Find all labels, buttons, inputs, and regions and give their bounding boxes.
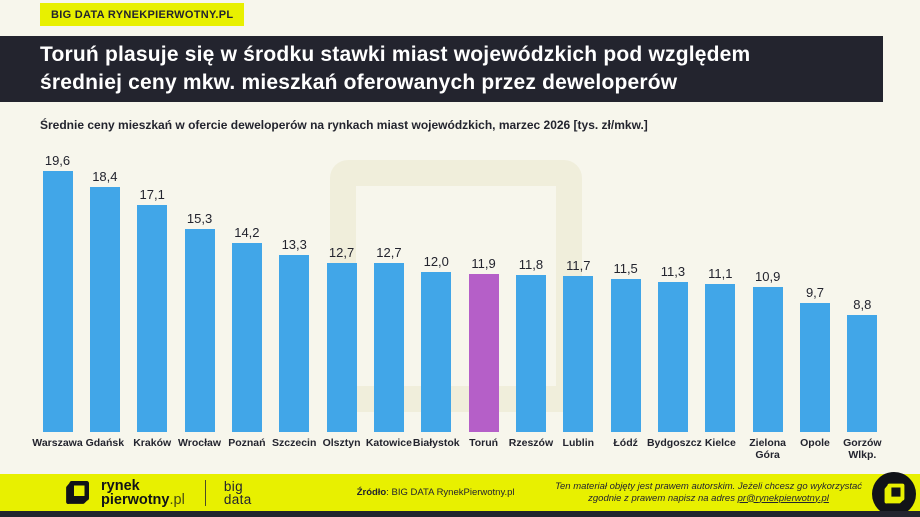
bar-category-label: Lublin	[562, 437, 595, 449]
bar	[279, 255, 309, 432]
bar-group	[81, 140, 128, 468]
contact-email-link[interactable]: pr@rynekpierwotny.pl	[737, 492, 829, 504]
footer-bottom-strip	[0, 511, 920, 517]
bar-group	[365, 140, 412, 468]
bar-value-label: 12,0	[423, 254, 449, 269]
bar-group	[697, 140, 744, 468]
footer-bar	[0, 474, 920, 511]
bar-value-label: 13,3	[281, 237, 307, 252]
bar-category-label: Olsztyn	[322, 437, 361, 449]
bar-group	[555, 140, 602, 468]
logo-pierwotny: pierwotny	[101, 491, 170, 508]
bar-group	[460, 140, 507, 468]
bars	[34, 140, 886, 468]
bar-category-label: Szczecin	[272, 437, 317, 449]
bar-value-label: 15,3	[186, 211, 213, 226]
bar	[800, 303, 830, 432]
title-bar	[0, 36, 883, 102]
bar-value-label: 17,1	[139, 187, 165, 202]
copyright-line1: Ten materiał objęty jest prawem autorskim. Jeżeli chcesz go wykorzystać	[555, 480, 862, 492]
bar-group	[839, 140, 886, 468]
copyright-note	[555, 481, 862, 505]
bar-value-label: 11,7	[566, 258, 591, 273]
brand-badge: BIG DATA RYNEKPIERWOTNY.PL	[40, 3, 244, 26]
rynekpierwotny-logo-text	[101, 479, 185, 507]
logo-rynek: rynek	[101, 477, 140, 494]
bar-category-label: Opole	[800, 437, 830, 449]
bar	[658, 282, 688, 432]
bar-group	[646, 140, 702, 468]
rynekpierwotny-logo-icon-small	[881, 481, 907, 507]
bar-value-label: 11,5	[613, 261, 638, 276]
bar-category-label: Wrocław	[178, 437, 222, 449]
bar	[705, 284, 735, 432]
bar-highlighted	[469, 274, 499, 432]
bar-category-label: Gdańsk	[85, 437, 125, 449]
bar-category-label: Poznań	[228, 437, 266, 449]
bar-value-label: 12,7	[376, 245, 402, 260]
bar-value-label: 8,8	[853, 297, 872, 312]
bar	[90, 187, 120, 432]
bar	[421, 272, 451, 432]
footer-logo-circle	[872, 472, 916, 516]
bar-value-label: 18,4	[92, 169, 118, 184]
bigdata-line1: big	[223, 478, 244, 494]
bigdata-line2: data	[223, 491, 252, 507]
bar-category-label: Katowice	[365, 437, 412, 449]
bar-category-label: Kraków	[133, 437, 172, 449]
page-title-line1: Toruń plasuje się w środku stawki miast wojewódzkich pod względem	[40, 43, 751, 66]
bar-category-label: Warszawa	[32, 437, 83, 449]
bar	[185, 229, 215, 432]
bar	[611, 279, 641, 432]
bar-value-label: 9,7	[805, 285, 825, 300]
bar-group	[507, 140, 554, 468]
bar-category-label: Kielce	[704, 437, 736, 449]
bar	[327, 263, 357, 432]
bar-group	[129, 140, 176, 468]
bar	[563, 276, 593, 432]
bar-category-label: Białystok	[412, 437, 460, 449]
rynekpierwotny-logo-icon	[62, 478, 92, 508]
bar-category-label: Rzeszów	[508, 437, 554, 449]
bar-group	[271, 140, 318, 468]
bar-group	[792, 140, 839, 468]
bar-category-label: Zielona Góra	[749, 437, 787, 461]
bar-group	[176, 140, 223, 468]
bar-value-label: 14,2	[234, 225, 260, 240]
footer-divider	[205, 480, 206, 506]
chart-subtitle: Średnie ceny mieszkań w ofercie deweloperów na rynkach miast wojewódzkich, marzec 2026 [tys. zł/mkw.]	[40, 118, 648, 132]
bar-value-label: 12,7	[328, 245, 355, 260]
bar-value-label: 11,3	[660, 264, 686, 279]
bar	[137, 205, 167, 432]
bar-value-label: 11,1	[708, 266, 733, 281]
bar	[753, 287, 783, 432]
copyright-line2-prefix: zgodnie z prawem napisz na adres	[588, 492, 738, 504]
bar	[516, 275, 546, 432]
bar	[847, 315, 877, 432]
bar-group	[413, 140, 460, 468]
bigdata-logo-text	[224, 480, 252, 506]
bar-value-label: 11,9	[471, 256, 496, 271]
bar-group	[223, 140, 270, 468]
source-text: : BIG DATA RynekPierwotny.pl	[386, 487, 515, 498]
bar-category-label: Bydgoszcz	[646, 437, 702, 449]
bar-group	[744, 140, 791, 468]
bar	[374, 263, 404, 432]
bar-group	[318, 140, 365, 468]
bar	[232, 243, 262, 432]
page-title-line2: średniej ceny mkw. mieszkań oferowanych przez deweloperów	[40, 71, 678, 94]
bar-category-label: Toruń	[469, 437, 499, 449]
logo-pl-suffix: .pl	[169, 491, 185, 508]
bar-group	[602, 140, 649, 468]
bar-group	[34, 140, 81, 468]
bar-value-label: 10,9	[755, 269, 781, 284]
source-note	[357, 487, 515, 498]
bar-value-label: 11,8	[518, 257, 544, 272]
bar	[43, 171, 73, 432]
bar-category-label: Gorzów Wlkp.	[843, 437, 882, 461]
bar-value-label: 19,6	[44, 153, 71, 168]
source-label: Źródło	[356, 487, 387, 498]
bar-category-label: Łódź	[613, 437, 638, 449]
